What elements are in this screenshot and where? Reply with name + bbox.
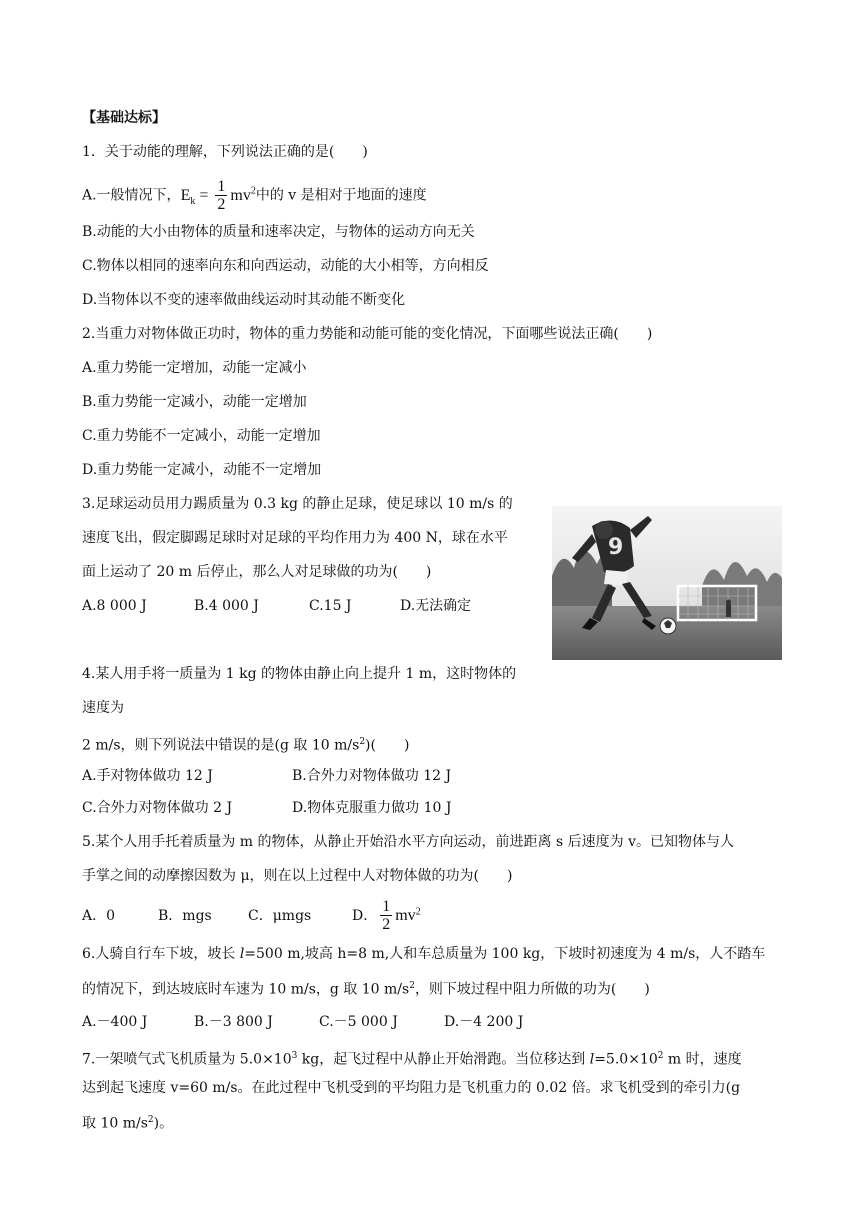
- mv-squared: $mv^2$: [230, 185, 256, 204]
- q1-option-b: B.动能的大小由物体的质量和速率决定，与物体的运动方向无关: [82, 224, 475, 240]
- q3-option-c: C.15 J: [309, 598, 352, 614]
- q1-option-a-suffix: 中的 v 是相对于地面的速度: [255, 187, 427, 204]
- q3-line3: 面上运动了 20 m 后停止，那么人对足球做的功为( ): [82, 564, 432, 580]
- q4-line3: 2 m/s，则下列说法中错误的是(g 取 10 $m/s^2$)( ): [82, 737, 410, 754]
- q5-line1: 5.某个人用手托着质量为 m 的物体，从静止开始沿水平方向运动，前进距离 s 后速度为 v。已知物体与人: [82, 834, 734, 850]
- q3-option-d: D.无法确定: [400, 598, 472, 614]
- q5-line2: 手掌之间的动摩擦因数为 μ，则在以上过程中人对物体做的功为( ): [82, 868, 513, 884]
- q3-line1: 3.足球运动员用力踢质量为 0.3 kg 的静止足球，使足球以 10 m/s 的: [82, 496, 513, 512]
- q5-options: [82, 898, 421, 933]
- q3-option-b: B.4 000 J: [194, 598, 259, 614]
- q4-option-b: B.合外力对物体做功 12 J: [292, 768, 452, 784]
- q3-options: [82, 596, 471, 616]
- q1-option-a-prefix: A.一般情况下，: [82, 187, 181, 204]
- q2-option-c: C.重力势能不一定减小，动能一定增加: [82, 428, 321, 444]
- q2-option-d: D.重力势能一定减小，动能不一定增加: [82, 462, 322, 478]
- q2-option-a: A.重力势能一定增加，动能一定减小: [82, 360, 307, 376]
- ek-symbol: $E_k$ =: [180, 186, 213, 207]
- q3-option-a: A.8 000 J: [82, 598, 147, 614]
- q4-option-d: D.物体克服重力做功 10 J: [292, 800, 452, 816]
- section-title: 【基础达标】: [82, 110, 166, 126]
- q1-option-d: D.当物体以不变的速率做曲线运动时其动能不断变化: [82, 292, 406, 308]
- q3-line2: 速度飞出，假定脚踢足球时对足球的平均作用力为 400 N，球在水平: [82, 530, 508, 546]
- q5-option-d: D． $\frac{1}{2}$ $mv^2$: [352, 898, 421, 933]
- q6-line1: 6.人骑自行车下坡，坡长 l=500 m,坡高 h=8 m,人和车总质量为 100 kg，下坡时初速度为 4 m/s，人不踏车: [82, 946, 766, 962]
- q2-option-b: B.重力势能一定减小，动能一定增加: [82, 394, 307, 410]
- q1-option-a: [82, 178, 427, 213]
- q6-option-a: A.－400 J: [82, 1014, 148, 1030]
- q6-option-d: D.－4 200 J: [444, 1014, 524, 1030]
- q6-option-b: B.－3 800 J: [194, 1014, 273, 1030]
- q2-stem: 2.当重力对物体做正功时，物体的重力势能和动能可能的变化情况，下面哪些说法正确( ): [82, 326, 653, 342]
- q6-line2: 的情况下，到达坡底时车速为 10 m/s，g 取 10 $m/s^2$，则下坡过程中阻力所做的功为( ): [82, 981, 650, 998]
- soccer-player-photo: [552, 506, 782, 660]
- q5-option-c: C．μmgs: [248, 907, 312, 924]
- q4-option-a: A.手对物体做功 12 J: [82, 768, 213, 784]
- q4-line2: 速度为: [82, 700, 124, 716]
- fraction-half: $\frac{1}{2}$: [382, 898, 391, 933]
- svg-text:9: 9: [608, 535, 624, 560]
- q1-stem: 1．关于动能的理解，下列说法正确的是( ): [82, 144, 368, 160]
- q6-option-c: C.－5 000 J: [319, 1014, 398, 1030]
- q4-options-row1: [82, 766, 451, 786]
- q5-option-a: A．0: [82, 907, 116, 924]
- q7-line1: 7.一架喷气式飞机质量为 $5.0\times 10^3$ kg，起飞过程中从静止开始滑跑。当位移达到 $l=5.0\times 10^2$ m 时，速度: [82, 1051, 742, 1068]
- q1-option-c: C.物体以相同的速率向东和向西运动，动能的大小相等，方向相反: [82, 258, 489, 274]
- q7-line2: 达到起飞速度 v=60 m/s。在此过程中飞机受到的平均阻力是飞机重力的 0.02 倍。求飞机受到的牵引力(g: [82, 1080, 741, 1096]
- fraction-half: $\frac{1}{2}$: [217, 178, 226, 213]
- q4-options-row2: [82, 798, 452, 818]
- q7-line3: 取 10 $m/s^2$)。: [82, 1115, 174, 1132]
- q4-line1: 4.某人用手将一质量为 1 kg 的物体由静止向上提升 1 m，这时物体的: [82, 666, 517, 682]
- q6-options: [82, 1012, 523, 1032]
- q5-option-b: B．mgs: [158, 907, 212, 924]
- q4-option-c: C.合外力对物体做功 2 J: [82, 800, 233, 816]
